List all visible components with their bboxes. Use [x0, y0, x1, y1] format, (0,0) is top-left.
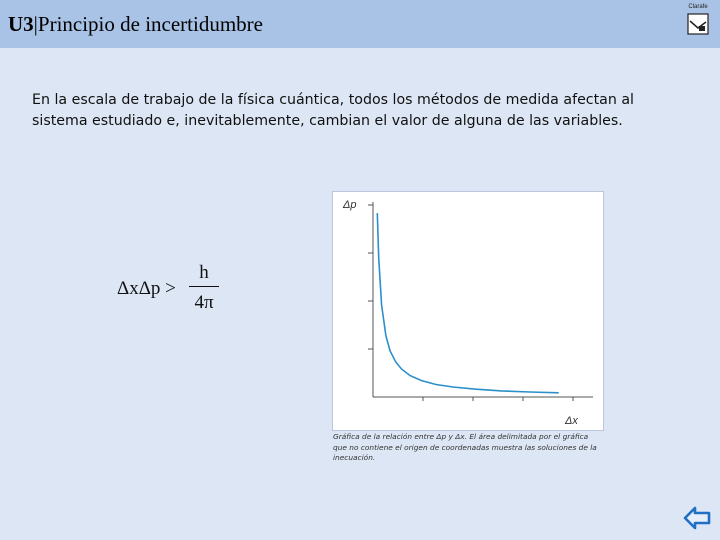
- logo-text: Clarafe: [688, 4, 708, 10]
- logo: [684, 4, 712, 36]
- title-separator: |: [33, 12, 38, 36]
- formula-denominator: 4π: [194, 292, 214, 313]
- fraction-bar: [189, 286, 219, 287]
- y-ticks: [368, 205, 373, 349]
- uncertainty-formula: [117, 262, 237, 314]
- y-axis-label: Δp: [343, 199, 357, 211]
- title-text: Principio de incertidumbre: [37, 12, 263, 36]
- header-bar: [0, 0, 720, 48]
- chart-figure: [332, 191, 604, 431]
- formula-lhs: ΔxΔp >: [117, 278, 176, 299]
- x-axis-label: Δx: [565, 415, 578, 427]
- formula-numerator: h: [199, 262, 209, 283]
- intro-paragraph: En la escala de trabajo de la física cuántica, todos los métodos de medida afectan al sistema estudiado e, inevitablemente, cambian el valor de alguna de las variables.: [32, 92, 634, 129]
- unit-code: U3: [8, 12, 34, 36]
- uncertainty-chart: [333, 192, 603, 430]
- back-button[interactable]: [682, 503, 712, 533]
- logo-icon: [687, 13, 709, 35]
- x-ticks: [423, 397, 573, 401]
- series-curve: [377, 213, 558, 393]
- chart-caption: Gráfica de la relación entre Δp y Δx. El área delimitada por el gráfica que no contiene el origen de coordenadas muestra las soluciones de la inecuación.: [333, 432, 597, 462]
- back-arrow-icon: [682, 503, 712, 533]
- page-title: [8, 12, 263, 37]
